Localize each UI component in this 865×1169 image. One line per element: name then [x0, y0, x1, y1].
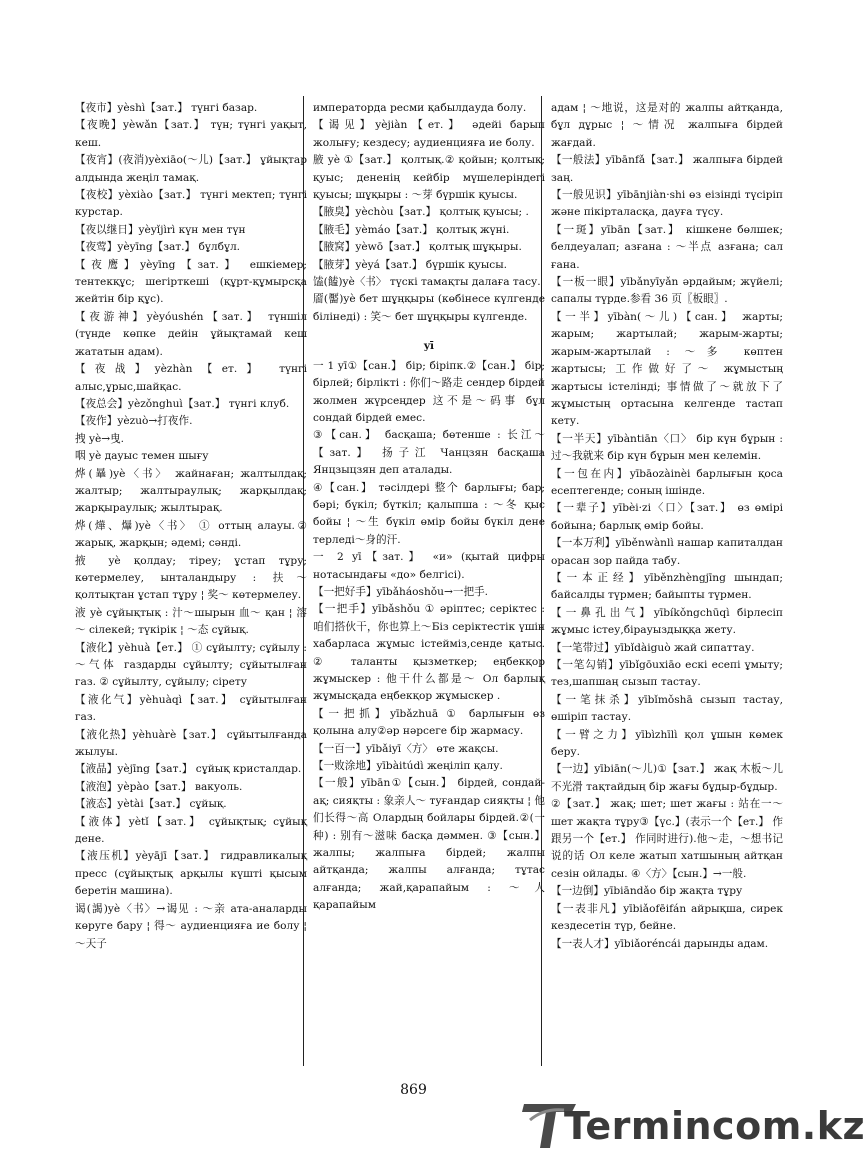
- dictionary-entry: 【腋臭】yèchòu【зат.】 қолтық қуысы; .: [313, 206, 529, 219]
- dictionary-entry: 【一表人才】yībiǎoréncái дарынды адам.: [551, 937, 769, 950]
- dictionary-entry: 【一般】yībān①【сын.】 бірдей, сондай-ақ; сияқты : 象亲人～ туғандар сияқты ¦ 他们长得～高 Олардың бойлары бірдей.②(一种) : 别有～滋味 басқа дәммен. ③【сын.】 жалпы; жалпыға бірдей; жалпы айтқанда; жалпы алғанда; тұтас алғанда; жай,қарапайым : ～人 қарапайым: [313, 777, 545, 912]
- dictionary-entry: 一 1 yī①【сан.】 бір; біріпк.②【сан.】 бір; бірлей; бірлікті : 你们～路走 сендер бірдей жолмен жүрсеңдер 这不是～码事 бұл сондай бірдей емес.: [313, 359, 545, 424]
- dictionary-entry: 【液体】yètǐ【зат.】 сұйықтық; сұйық дене.: [75, 815, 307, 846]
- dictionary-entry: 【一百一】yībǎiyī〈方〉 өте жақсы.: [313, 742, 499, 755]
- dictionary-entry: 【一般法】yībānfǎ【зат.】 жалпыға бірдей заң.: [551, 154, 783, 184]
- dictionary-entry: 【一笔带过】yībǐdàiguò жай сипаттау.: [551, 641, 755, 654]
- dictionary-entry: 【夜鹰】yèyīng【зат.】 ешкіемер; тентекқұс; шегірткеші (құрт-құмырсқа жейтін бір құс).: [75, 258, 307, 306]
- dictionary-column-1: [75, 100, 307, 953]
- dictionary-entry: 腋 yè ①【зат.】 қолтық.② қойын; қолтық; қуыс; дененің кейбір мүшелеріндегі қуысы; шұқыры : ～芽 бүршік қуысы.: [313, 154, 545, 202]
- dictionary-entry: 液 yè сұйықтық : 汁～шырын 血～ қан ¦ 溶～ сілекей; түкірік ¦ ～态 сұйық.: [75, 606, 307, 637]
- dictionary-entry: 【腋毛】yèmáo【зат.】 қолтық жүні.: [313, 223, 510, 236]
- dictionary-entry: 【夜以继日】yèyǐjìrì күн мен түн: [75, 223, 246, 236]
- dictionary-entry: 【谒见】yèjiàn【ет.】 әдейі барып жолығу; кездесу; аудиенцияға ие болу.: [313, 119, 545, 149]
- section-header: yī: [423, 340, 435, 353]
- dictionary-entry: 【一把好手】yībǎháoshǒu→一把手.: [313, 585, 489, 598]
- dictionary-entry: адам ¦ ～地说，这是对的 жалпы айтқанда, бұл дұрыс ¦ ～情况 жалпыға бірдей жағдай.: [551, 102, 783, 149]
- dictionary-entry: ④【сан.】 тәсілдері 整个 барлығы; бар; бәрі; бүкіл; бүткіл; қалыпша : ～冬 қыс бойы ¦ ～生 бүкіл өмір бойы бүкіл дене терледі～身的汗.: [313, 481, 545, 546]
- dictionary-entry: 【液压机】yèyājī【зат.】 гидравликалық пресс (сұйықтық арқылы күшті қысым беретін машина).: [75, 850, 307, 898]
- dictionary-entry: 【一表非凡】yībiǎofēifán айрықша, сирек кездесетін түр, бейне.: [551, 902, 783, 933]
- dictionary-entry: 【一把抓】yībǎzhuā ① барлығын өз қолына алу②әр нәрсеге бір жармасу.: [313, 707, 545, 738]
- dictionary-entry: 【液化气】yèhuàqì【зат.】 сұйытылған газ.: [75, 693, 307, 724]
- dictionary-entry: 【一笔勾销】yībǐgōuxiāo ескі есепі ұмыту; тез,шапшаң сызып тастау.: [551, 659, 783, 689]
- dictionary-entry: 【夜作】yèzuò→打夜作.: [75, 415, 193, 428]
- dictionary-entry: 【一本万利】yīběnwànlì нашар капиталдан орасан зор пайда табу.: [551, 537, 783, 567]
- dictionary-entry: ②【зат.】 жақ; шет; шет жағы : 站在一～ шет жақта тұру③【үс.】(表示一个【ет.】 作跟另一个【ет.】 作同时进行).他～走，～想书记说的话 Ол келе жатып хатшының айтқан сезін ойлады. ④〈方〉【сын.】→一般.: [551, 798, 783, 880]
- dictionary-entry: ③【сан.】 басқаша; бөтенше : 长江～【зат.】 扬子江 Чанцзян басқаша Янцзыцзян деп аталады.: [313, 429, 545, 477]
- page-number: 869: [400, 1082, 427, 1098]
- dictionary-entry: 【夜战】yèzhàn【ет.】 түнгі алыс,ұрыс,шайқас.: [75, 363, 307, 393]
- dictionary-entry: 【夜晚】yèwǎn【зат.】 түн; түнгі уақыт, кеш.: [75, 119, 307, 149]
- dictionary-entry: 掖 yè қолдау; тіреу; ұстап тұру; көтермелеу, ынталандыру : 扶～ қолтықтан ұстап тұру ¦ 奖～ көтермелеу.: [75, 554, 307, 602]
- dictionary-entry: 【液泡】yèpào【зат.】 вакуоль.: [75, 780, 243, 793]
- dictionary-entry: императорда ресми қабылдауда болу.: [313, 102, 527, 114]
- dictionary-entry: 【一把手】yībǎshǒu ① әріптес; серіктес : 咱们搭伙干，你也算上～Біз серіктестік үшін хабарласа жұмыс істейміз,сенде қатыс. ② таланты қызметкер; еңбекқор жұмыскер : 他干什么都是～ Ол барлық жұмысқада еңбекқор жұмыскер .: [313, 603, 545, 703]
- dictionary-entry: 【一半】yībàn(～儿)【сан.】 жарты; жарым; жартылай; жарым-жарты; жарым-жартылай : ～多 көптен жартысы; 工作做好了～ жұмыстың жартысы істелінді; 事情做了～就放下了 жұмыстың ортасына келгенде тастап кету.: [551, 310, 783, 428]
- dictionary-entry: 【一包在内】yībāozàinèi барлығын қоса есептегенде; соның ішінде.: [551, 467, 783, 497]
- dictionary-entry: 靥(靨)yè бет шұңқыры (көбінесе күлгенде білінеді) : 笑～ бет шұңқыры күлгенде.: [313, 293, 545, 323]
- dictionary-entry: 【夜总会】yèzǒnghuì【зат.】 түнгі клуб.: [75, 397, 290, 410]
- dictionary-entry: 【夜宵】(夜消)yèxiāo(～儿)【зат.】 ұйықтар алдында жеңіл тамақ.: [75, 154, 307, 184]
- dictionary-entry: 咽 yè дауыс темен шығу: [75, 450, 209, 463]
- dictionary-entry: 【一臂之力】yībìzhīlì қол ұшын көмек беру.: [551, 728, 783, 759]
- dictionary-entry: 【一边倒】yībiāndǎo бір жақта тұру: [551, 885, 743, 898]
- dictionary-entry: 馌(饁)yè〈书〉 түскі тамақты далаға тасу.: [313, 276, 541, 289]
- dictionary-entry: 【液态】yètài【зат.】 сұйық.: [75, 798, 227, 811]
- dictionary-entry: 烨(燁、爗)yè〈书〉 ① оттың алауы.② жарық, жарқын; әдемі; сәнді.: [75, 519, 307, 550]
- dictionary-entry: 【一般见识】yībānjiàn·shi өз еізінді түсіріп және пікірталасқа, дауға түсу.: [551, 189, 783, 219]
- dictionary-entry: 【液化热】yèhuàrè【зат.】 сұйытылғанда жылуы.: [75, 728, 307, 759]
- dictionary-entry: 烨(曅)yè〈书〉 жайнаған; жалтылдақ; жалтыр; жалтыраулық; жарқылдақ; жарқыраулық; жылтырақ.: [75, 467, 307, 515]
- logo-text: Termincom.kz: [564, 1104, 865, 1148]
- dictionary-entry: 拽 yè→曳.: [75, 432, 125, 445]
- dictionary-entry: 【一斑】yībān【зат.】 кішкене бөлшек; белдеуалап; азғана : ～半点 азғана; сал ғана.: [551, 223, 783, 271]
- dictionary-entry: 谒(謁)yè〈书〉→谒见 : ～亲 ата-аналарды көруге бару ¦ 得～ аудиенцияға ие болу ¦ ～天子: [75, 902, 307, 950]
- dictionary-entry: 一 2 yī【зат.】 «и» (қытай цифры нотасындағы «до» белгісі).: [313, 551, 545, 581]
- dictionary-entry: 【腋芽】yèyá【зат.】 бүршік қуысы.: [313, 258, 507, 271]
- dictionary-entry: 【一鼻孔出气】yībíkǒngchūqì бірлесіп жұмыс істеу,бірауыздыққа жету.: [551, 606, 783, 637]
- dictionary-entry: 【腋窝】yèwō【зат.】 қолтық шұқыры.: [313, 241, 522, 254]
- dictionary-entry: 【夜游神】yèyóushén【зат.】 түншіл (түнде көпке дейін ұйықтамай кеш жататын адам).: [75, 310, 307, 358]
- dictionary-entry: 【一半天】yībàntiān〈口〉 бір күн бұрын : 过～我就来 бір күн бұрын мен келемін.: [551, 432, 783, 463]
- dictionary-column-3: [551, 100, 783, 953]
- dictionary-entry: 【一笔抹杀】yībǐmǒshā сызып тастау, өшіріп тастау.: [551, 693, 783, 724]
- dictionary-entry: 【一板一眼】yībǎnyīyǎn әрдайым; жүйелі; сапалы түрде.参看 36 页〖板眼〗.: [551, 276, 783, 306]
- dictionary-entry: 【夜市】yèshì【зат.】 түнгі базар.: [75, 102, 258, 114]
- termincom-logo[interactable]: [520, 1098, 865, 1154]
- dictionary-entry: 【一辈子】yībèi·zi〈口〉【зат.】 өз өмірі бойына; барлық өмір бойы.: [551, 502, 783, 532]
- dictionary-entry: 【一本正经】yīběnzhèngjīng шындап; байсалды түрмен; байыпты түрмен.: [551, 571, 783, 602]
- dictionary-entry: 【夜校】yèxiào【зат.】 түнгі мектеп; түнгі курстар.: [75, 189, 307, 219]
- dictionary-entry: 【夜莺】yèyīng【зат.】 бұлбұл.: [75, 241, 241, 254]
- dictionary-entry: 【液化】yèhuà【ет.】 ① сұйылту; сұйылу : ～气体 газдарды сұйылту; сұйытылған газ. ② сұйылту, сұйылу; сірету: [75, 641, 307, 689]
- dictionary-entry: 【一败涂地】yībàitúdì жеңіліп қалу.: [313, 760, 503, 773]
- dictionary-entry: 【液晶】yèjīng【зат.】 сұйық кристалдар.: [75, 763, 302, 776]
- dictionary-entry: 【一边】yībiān(～儿)①【зат.】 жақ 木板～儿不光滑 тақтайдың бір жағы бұдыр-бұдыр.: [551, 763, 783, 793]
- dictionary-column-2: [313, 100, 545, 915]
